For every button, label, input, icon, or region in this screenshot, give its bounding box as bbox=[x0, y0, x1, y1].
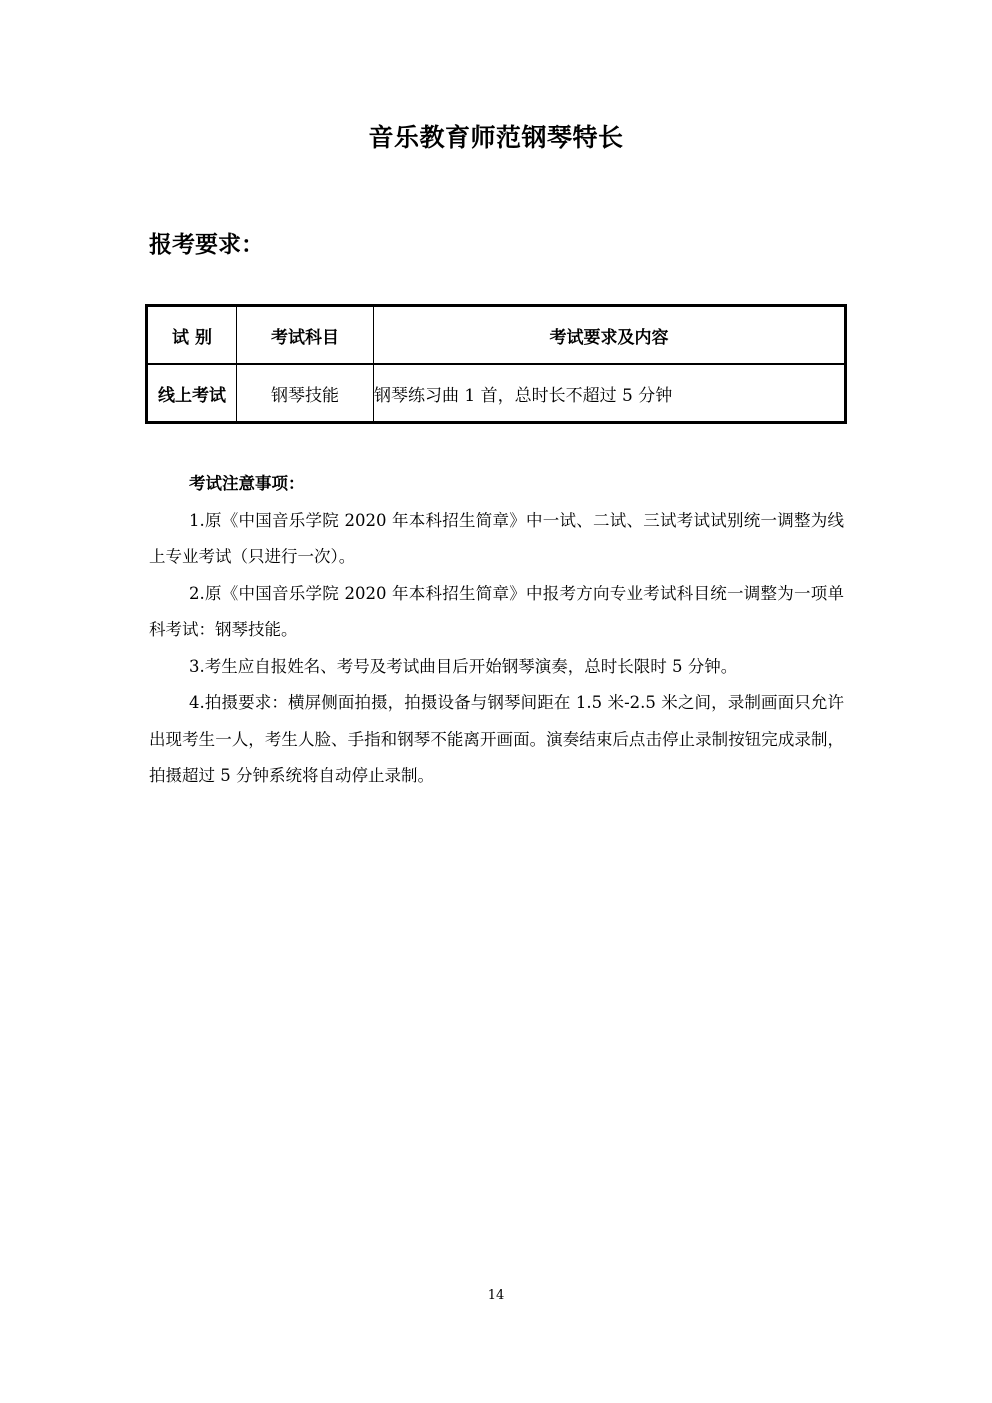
page-number: 14 bbox=[487, 1288, 505, 1303]
table-header-row bbox=[147, 306, 846, 365]
cell-exam-subject: 钢琴技能 bbox=[237, 364, 374, 423]
page-title: 音乐教育师范钢琴特长 bbox=[368, 123, 624, 152]
note-item-1: 1.原《中国音乐学院 2020 年本科招生简章》中一试、二试、三试考试试别统一调整为线上专业考试（只进行一次）。 bbox=[149, 510, 844, 566]
exam-notes bbox=[149, 466, 844, 795]
note-item-2: 2.原《中国音乐学院 2020 年本科招生简章》中报考方向专业考试科目统一调整为一项单科考试：钢琴技能。 bbox=[149, 583, 844, 639]
exam-requirements-table bbox=[145, 304, 847, 424]
notes-heading: 考试注意事项： bbox=[189, 474, 305, 493]
header-exam-subject: 考试科目 bbox=[237, 306, 374, 365]
note-item-3: 3.考生应自报姓名、考号及考试曲目后开始钢琴演奏，总时长限时 5 分钟。 bbox=[189, 656, 738, 676]
header-exam-content: 考试要求及内容 bbox=[374, 306, 846, 365]
section-heading-requirements: 报考要求： bbox=[149, 231, 264, 258]
cell-exam-content: 钢琴练习曲 1 首，总时长不超过 5 分钟 bbox=[374, 364, 846, 423]
note-item-4: 4.拍摄要求：横屏侧面拍摄，拍摄设备与钢琴间距在 1.5 米-2.5 米之间，录制画面只允许出现考生一人，考生人脸、手指和钢琴不能离开画面。演奏结束后点击停止录制按钮完成录制，拍摄超过 5 分钟系统将自动停止录制。 bbox=[149, 693, 844, 785]
cell-exam-type: 线上考试 bbox=[147, 364, 237, 423]
header-exam-type: 试 别 bbox=[147, 306, 237, 365]
table-row bbox=[147, 364, 846, 423]
